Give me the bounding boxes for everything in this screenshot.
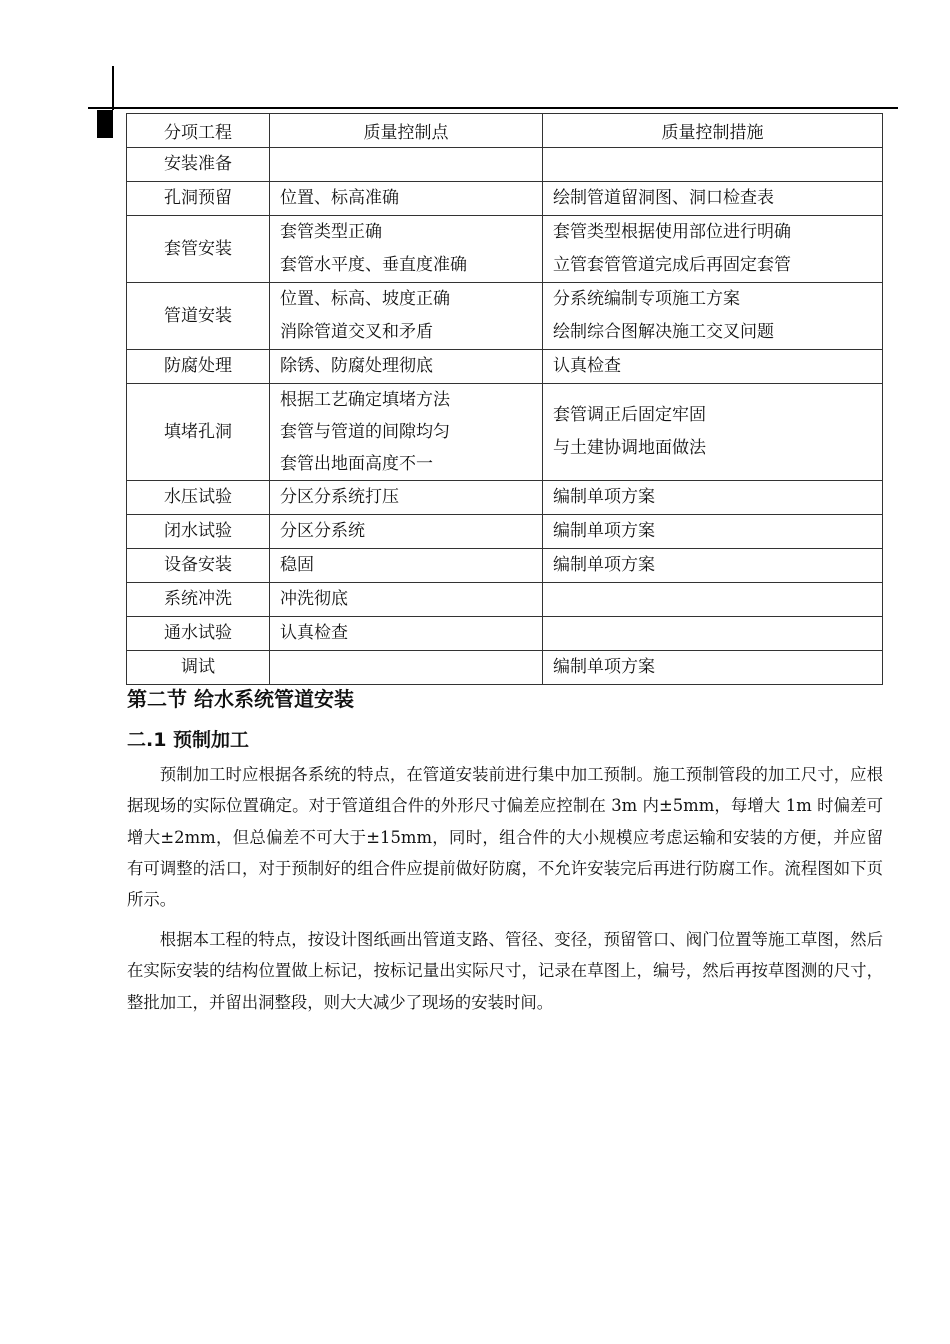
point-text: 认真检查 bbox=[280, 623, 348, 643]
body-paragraph: 预制加工时应根据各系统的特点，在管道安装前进行集中加工预制。施工预制管段的加工尺寸，应根据现场的实际位置确定。对于管道组合件的外形尺寸偏差应控制在 3m 内±5mm，每增大 1m 时偏差可增大±2mm，但总偏差不可大于±15mm，同时，组合件的大小规模应考虑运输和安装的方便，并应留有可调整的活口，对于预制好的组合件应提前做好防腐，不允许安装完后再进行防腐工作。流程图如下页所示。 bbox=[127, 765, 883, 910]
section-title: 第二节 给水系统管道安装 bbox=[127, 687, 354, 711]
measure-text: 编制单项方案 bbox=[553, 657, 655, 677]
points-cell bbox=[270, 515, 543, 549]
table-row bbox=[127, 148, 883, 182]
measure-text: 绘制管道留洞图、洞口检查表 bbox=[553, 188, 774, 208]
measures-cell bbox=[543, 515, 883, 549]
points-cell bbox=[270, 583, 543, 617]
points-cell bbox=[270, 549, 543, 583]
measures-cell bbox=[543, 148, 883, 182]
body-paragraph: 根据本工程的特点，按设计图纸画出管道支路、管径、变径，预留管口、阀门位置等施工草图，然后在实际安装的结构位置做上标记，按标记量出实际尺寸，记录在草图上，编号，然后再按草图测的尺寸，整批加工，并留出洞整段，则大大减少了现场的安装时间。 bbox=[127, 930, 883, 1012]
points-cell bbox=[270, 481, 543, 515]
item-label: 孔洞预留 bbox=[164, 188, 232, 208]
table-row bbox=[127, 283, 883, 350]
point-text: 套管出地面高度不一 bbox=[280, 454, 433, 474]
measure-text: 编制单项方案 bbox=[553, 487, 655, 507]
points-cell bbox=[270, 148, 543, 182]
header-control-measure: 质量控制措施 bbox=[543, 114, 883, 148]
measure-text: 认真检查 bbox=[553, 356, 621, 376]
points-cell bbox=[270, 216, 543, 283]
item-cell bbox=[127, 583, 270, 617]
measures-cell bbox=[543, 216, 883, 283]
item-cell bbox=[127, 283, 270, 350]
measures-cell bbox=[543, 481, 883, 515]
item-label: 防腐处理 bbox=[164, 356, 232, 376]
point-text: 根据工艺确定填堵方法 bbox=[280, 390, 450, 410]
points-cell bbox=[270, 384, 543, 481]
measures-cell bbox=[543, 350, 883, 384]
measures-cell bbox=[543, 384, 883, 481]
point-text: 除锈、防腐处理彻底 bbox=[280, 356, 433, 376]
measure-text: 立管套管管道完成后再固定套管 bbox=[553, 255, 791, 275]
point-text: 套管类型正确 bbox=[280, 222, 382, 242]
point-text: 套管与管道的间隙均匀 bbox=[280, 422, 450, 442]
measures-cell bbox=[543, 182, 883, 216]
points-cell bbox=[270, 350, 543, 384]
points-cell bbox=[270, 617, 543, 651]
points-cell bbox=[270, 182, 543, 216]
item-cell bbox=[127, 384, 270, 481]
header-vertical-rule bbox=[112, 66, 114, 110]
point-text: 消除管道交叉和矛盾 bbox=[280, 322, 433, 342]
item-label: 调试 bbox=[181, 657, 215, 677]
item-cell bbox=[127, 350, 270, 384]
item-label: 设备安装 bbox=[164, 555, 232, 575]
item-cell bbox=[127, 549, 270, 583]
item-label: 闭水试验 bbox=[164, 521, 232, 541]
point-text: 分区分系统打压 bbox=[280, 487, 399, 507]
header-horizontal-rule bbox=[88, 107, 898, 109]
item-label: 安装准备 bbox=[164, 154, 232, 174]
item-cell bbox=[127, 148, 270, 182]
measure-text: 套管调正后固定牢固 bbox=[553, 405, 706, 425]
measure-text: 编制单项方案 bbox=[553, 521, 655, 541]
measure-text: 分系统编制专项施工方案 bbox=[553, 289, 740, 309]
table-row bbox=[127, 583, 883, 617]
measures-cell bbox=[543, 651, 883, 685]
point-text: 位置、标高、坡度正确 bbox=[280, 289, 450, 309]
item-cell bbox=[127, 651, 270, 685]
point-text: 分区分系统 bbox=[280, 521, 365, 541]
header-item: 分项工程 bbox=[127, 114, 270, 148]
table-row bbox=[127, 515, 883, 549]
measure-text: 绘制综合图解决施工交叉问题 bbox=[553, 322, 774, 342]
subsection-title: 二.1 预制加工 bbox=[127, 729, 250, 751]
point-text: 套管水平度、垂直度准确 bbox=[280, 255, 467, 275]
item-cell bbox=[127, 515, 270, 549]
item-cell bbox=[127, 216, 270, 283]
point-text: 冲洗彻底 bbox=[280, 589, 348, 609]
table-header-row bbox=[127, 114, 883, 148]
measures-cell bbox=[543, 283, 883, 350]
table-row bbox=[127, 549, 883, 583]
item-label: 套管安装 bbox=[164, 238, 232, 259]
points-cell bbox=[270, 651, 543, 685]
table-row bbox=[127, 384, 883, 481]
table-row bbox=[127, 182, 883, 216]
item-cell bbox=[127, 481, 270, 515]
table-row bbox=[127, 481, 883, 515]
table-row bbox=[127, 216, 883, 283]
measure-text: 编制单项方案 bbox=[553, 555, 655, 575]
item-label: 填堵孔洞 bbox=[164, 421, 232, 442]
item-cell bbox=[127, 182, 270, 216]
measure-text: 与土建协调地面做法 bbox=[553, 438, 706, 458]
table-row bbox=[127, 350, 883, 384]
item-label: 通水试验 bbox=[164, 623, 232, 643]
points-cell bbox=[270, 283, 543, 350]
point-text: 位置、标高准确 bbox=[280, 188, 399, 208]
table-row bbox=[127, 617, 883, 651]
quality-control-table bbox=[126, 113, 883, 685]
measures-cell bbox=[543, 617, 883, 651]
header-control-point: 质量控制点 bbox=[270, 114, 543, 148]
header-black-marker bbox=[97, 110, 113, 138]
item-label: 水压试验 bbox=[164, 487, 232, 507]
measures-cell bbox=[543, 583, 883, 617]
item-label: 系统冲洗 bbox=[164, 589, 232, 609]
measure-text: 套管类型根据使用部位进行明确 bbox=[553, 222, 791, 242]
table-row bbox=[127, 651, 883, 685]
item-cell bbox=[127, 617, 270, 651]
measures-cell bbox=[543, 549, 883, 583]
point-text: 稳固 bbox=[280, 555, 314, 575]
item-label: 管道安装 bbox=[164, 305, 232, 326]
